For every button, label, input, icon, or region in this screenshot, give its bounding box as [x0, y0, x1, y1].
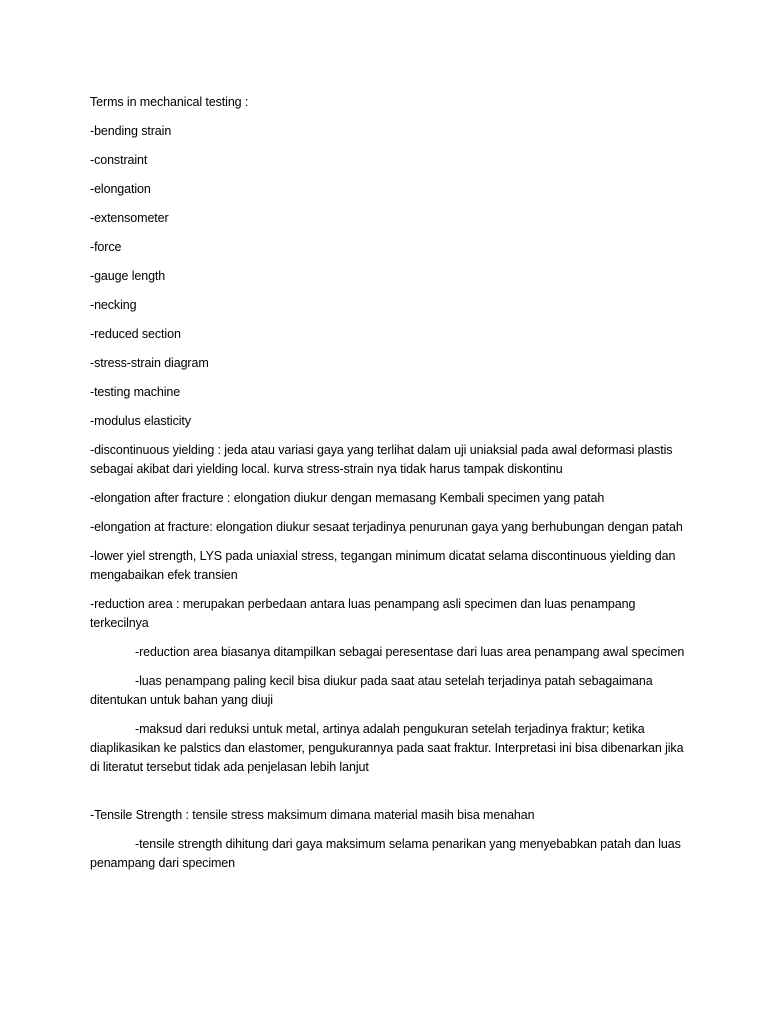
term-necking: -necking — [90, 298, 137, 312]
term-stress-strain-diagram: -stress-strain diagram — [90, 356, 209, 370]
term-modulus-elasticity: -modulus elasticity — [90, 414, 191, 428]
term-extensometer: -extensometer — [90, 211, 169, 225]
definition-reduction-area: -reduction area : merupakan perbedaan antara luas penampang asli specimen dan luas penampang terkecilnya — [90, 597, 636, 630]
term-elongation: -elongation — [90, 182, 151, 196]
reduction-note-percentage: -reduction area biasanya ditampilkan sebagai peresentase dari luas area penampang awal specimen — [135, 645, 685, 659]
reduction-note-measurement: -luas penampang paling kecil bisa diukur pada saat atau setelah terjadinya patah sebagaimana ditentukan untuk bahan yang diuji — [90, 674, 653, 707]
term-testing-machine: -testing machine — [90, 385, 181, 399]
definition-lower-yield-strength: -lower yiel strength, LYS pada uniaxial stress, tegangan minimum dicatat selama discontinuous yielding dan mengabaikan efek transien — [90, 549, 676, 582]
term-constraint: -constraint — [90, 153, 148, 167]
term-bending-strain: -bending strain — [90, 124, 172, 138]
term-gauge-length: -gauge length — [90, 269, 166, 283]
term-force: -force — [90, 240, 122, 254]
term-reduced-section: -reduced section — [90, 327, 181, 341]
document-heading: Terms in mechanical testing : — [90, 95, 249, 109]
tensile-strength-note: -tensile strength dihitung dari gaya maksimum selama penarikan yang menyebabkan patah dan luas penampang dari specimen — [90, 837, 681, 870]
definition-discontinuous-yielding: -discontinuous yielding : jeda atau variasi gaya yang terlihat dalam uji uniaksial pada awal deformasi plastis sebagai akibat dari yielding local. kurva stress-strain nya tidak harus tampak diskontinu — [90, 443, 673, 476]
definition-tensile-strength: -Tensile Strength : tensile stress maksimum dimana material masih bisa menahan — [90, 808, 535, 822]
definition-elongation-after-fracture: -elongation after fracture : elongation diukur dengan memasang Kembali specimen yang patah — [90, 491, 605, 505]
document-body — [90, 93, 690, 883]
reduction-note-interpretation: -maksud dari reduksi untuk metal, artinya adalah pengukuran setelah terjadinya fraktur; ketika diaplikasikan ke palstics dan elastomer, pengukurannya pada saat fraktur. Interpretasi ini bisa dibenarkan jika di literatut tersebut tidak ada penjelasan lebih lanjut — [90, 722, 684, 774]
definition-elongation-at-fracture: -elongation at fracture: elongation diukur sesaat terjadinya penurunan gaya yang berhubungan dengan patah — [90, 520, 683, 534]
